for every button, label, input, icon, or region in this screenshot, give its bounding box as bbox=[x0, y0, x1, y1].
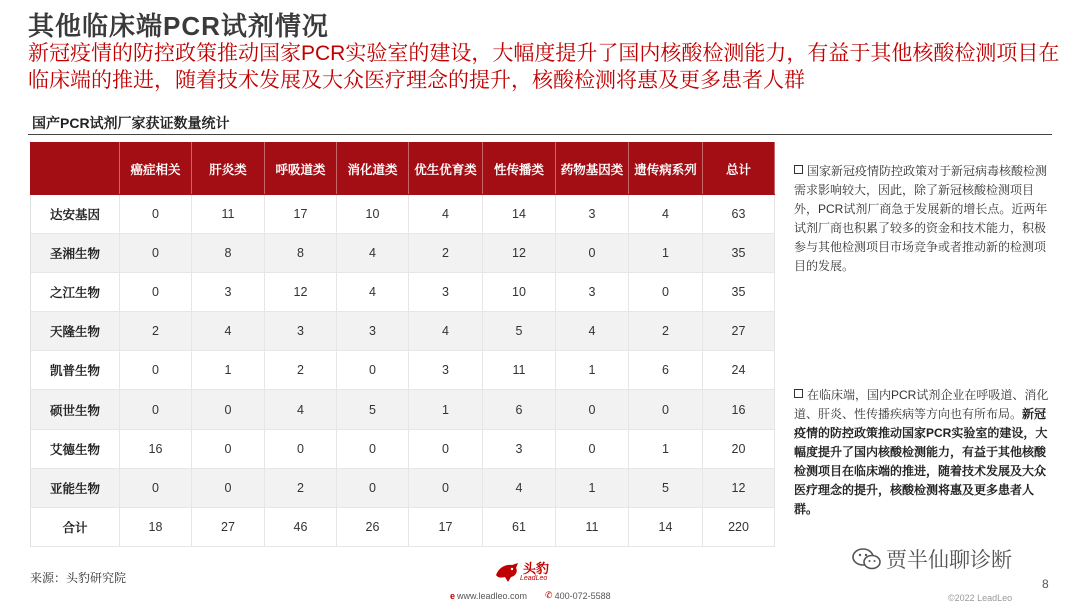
table-cell: 0 bbox=[556, 429, 629, 468]
row-label: 凯普生物 bbox=[31, 351, 120, 390]
table-row bbox=[31, 468, 775, 507]
table-cell: 0 bbox=[337, 429, 409, 468]
table-cell: 4 bbox=[337, 273, 409, 312]
column-header: 遗传病系列 bbox=[629, 143, 703, 195]
table-cell: 0 bbox=[556, 390, 629, 429]
logo-subtext: LeadLeo bbox=[520, 574, 548, 582]
contact-line bbox=[450, 590, 611, 601]
table-row bbox=[31, 273, 775, 312]
copyright: ©2022 LeadLeo bbox=[948, 593, 1013, 603]
table-cell: 1 bbox=[556, 468, 629, 507]
table-header-row bbox=[31, 143, 775, 195]
web-icon: e bbox=[450, 590, 456, 601]
table-cell: 27 bbox=[192, 507, 265, 546]
table-cell: 0 bbox=[120, 273, 192, 312]
table-cell: 12 bbox=[265, 273, 337, 312]
table-cell: 4 bbox=[337, 234, 409, 273]
table-cell: 17 bbox=[409, 507, 483, 546]
table-cell: 8 bbox=[192, 234, 265, 273]
phone-icon: ✆ bbox=[545, 590, 553, 600]
table-row bbox=[31, 195, 775, 234]
table-cell: 220 bbox=[703, 507, 775, 546]
note-2-bold-text: 新冠疫情的防控政策推动国家PCR实验室的建设，大幅度提升了国内核酸检测能力，有益于其他核酸检测项目在临床端的推进，随着技术发展及大众医疗理念的提升，核酸检测将惠及更多患者人群。 bbox=[794, 407, 1048, 516]
table-cell: 3 bbox=[556, 195, 629, 234]
leopard-logo-icon bbox=[494, 561, 520, 583]
column-header: 药物基因类 bbox=[556, 143, 629, 195]
table-cell: 6 bbox=[483, 390, 556, 429]
row-label: 硕世生物 bbox=[31, 390, 120, 429]
table-cell: 4 bbox=[409, 312, 483, 351]
table-cell: 46 bbox=[265, 507, 337, 546]
table-cell: 10 bbox=[483, 273, 556, 312]
table-cell: 4 bbox=[409, 195, 483, 234]
column-header: 总计 bbox=[703, 143, 775, 195]
table-title: 国产PCR试剂厂家获证数量统计 bbox=[32, 115, 230, 131]
table-cell: 20 bbox=[703, 429, 775, 468]
certificate-table bbox=[30, 142, 775, 547]
table-row bbox=[31, 390, 775, 429]
table-cell: 1 bbox=[556, 351, 629, 390]
table-row bbox=[31, 429, 775, 468]
table-cell: 4 bbox=[483, 468, 556, 507]
table-row bbox=[31, 234, 775, 273]
table-cell: 14 bbox=[629, 507, 703, 546]
source-note: 来源：头豹研究院 bbox=[30, 571, 127, 585]
table-cell: 18 bbox=[120, 507, 192, 546]
table-cell: 11 bbox=[192, 195, 265, 234]
table-cell: 0 bbox=[120, 390, 192, 429]
table-cell: 0 bbox=[556, 234, 629, 273]
note-block-1 bbox=[794, 162, 1056, 276]
table-cell: 3 bbox=[192, 273, 265, 312]
row-label: 达安基因 bbox=[31, 195, 120, 234]
table-row bbox=[31, 312, 775, 351]
column-header: 消化道类 bbox=[337, 143, 409, 195]
table-cell: 1 bbox=[409, 390, 483, 429]
wechat-icon bbox=[852, 547, 882, 571]
table-cell: 0 bbox=[192, 468, 265, 507]
table-cell: 0 bbox=[629, 390, 703, 429]
table-cell: 1 bbox=[629, 429, 703, 468]
table-cell: 0 bbox=[337, 351, 409, 390]
page-subtitle: 新冠疫情的防控政策推动国家PCR实验室的建设，大幅度提升了国内核酸检测能力，有益于其他核酸检测项目在临床端的推进，随着技术发展及大众医疗理念的提升，核酸检测将惠及更多患者人群 bbox=[28, 42, 1060, 92]
table-cell: 35 bbox=[703, 234, 775, 273]
table-cell: 26 bbox=[337, 507, 409, 546]
table-cell: 2 bbox=[265, 351, 337, 390]
table-cell: 0 bbox=[120, 351, 192, 390]
leadleo-logo bbox=[494, 561, 549, 583]
column-header: 性传播类 bbox=[483, 143, 556, 195]
table-cell: 10 bbox=[337, 195, 409, 234]
wechat-watermark bbox=[852, 544, 1012, 574]
table-row bbox=[31, 351, 775, 390]
row-label: 艾德生物 bbox=[31, 429, 120, 468]
watermark-text: 贾半仙聊诊断 bbox=[886, 549, 1012, 572]
table-cell: 63 bbox=[703, 195, 775, 234]
table-cell: 3 bbox=[556, 273, 629, 312]
note-2-text: 在临床端，国内PCR试剂企业在呼吸道、消化道、肝炎、性传播疾病等方向也有所布局。 bbox=[794, 388, 1049, 421]
table-cell: 0 bbox=[265, 429, 337, 468]
table-cell: 4 bbox=[629, 195, 703, 234]
column-header: 优生优育类 bbox=[409, 143, 483, 195]
table-cell: 2 bbox=[629, 312, 703, 351]
table-cell: 27 bbox=[703, 312, 775, 351]
table-cell: 1 bbox=[192, 351, 265, 390]
table-cell: 24 bbox=[703, 351, 775, 390]
row-label: 之江生物 bbox=[31, 273, 120, 312]
table-cell: 3 bbox=[337, 312, 409, 351]
table-cell: 17 bbox=[265, 195, 337, 234]
table-cell: 2 bbox=[120, 312, 192, 351]
table-cell: 3 bbox=[409, 351, 483, 390]
bullet-square-icon bbox=[794, 165, 803, 174]
table-cell: 0 bbox=[337, 468, 409, 507]
table-cell: 11 bbox=[483, 351, 556, 390]
table-cell: 3 bbox=[409, 273, 483, 312]
table-cell: 8 bbox=[265, 234, 337, 273]
table-cell: 0 bbox=[409, 429, 483, 468]
table-cell: 3 bbox=[265, 312, 337, 351]
table-cell: 0 bbox=[192, 429, 265, 468]
note-1-text: 国家新冠疫情防控政策对于新冠病毒核酸检测需求影响较大，因此，除了新冠核酸检测项目外，PCR试剂厂商急于发展新的增长点。近两年试剂厂商也积累了较多的资金和技术能力，积极参与其他检测项目市场竞争或者推动新的检测项目的发展。 bbox=[794, 164, 1048, 273]
table-cell: 2 bbox=[265, 468, 337, 507]
table-cell: 5 bbox=[629, 468, 703, 507]
note-block-2 bbox=[794, 386, 1056, 519]
table-cell: 4 bbox=[265, 390, 337, 429]
table-cell: 0 bbox=[120, 195, 192, 234]
table-cell: 14 bbox=[483, 195, 556, 234]
row-label: 圣湘生物 bbox=[31, 234, 120, 273]
website-link[interactable]: www.leadleo.com bbox=[457, 590, 528, 601]
table-cell: 4 bbox=[556, 312, 629, 351]
row-label: 天隆生物 bbox=[31, 312, 120, 351]
phone-number: 400-072-5588 bbox=[554, 590, 611, 601]
table-cell: 0 bbox=[409, 468, 483, 507]
logo-text: 头豹 bbox=[523, 560, 550, 576]
table-cell: 35 bbox=[703, 273, 775, 312]
title-divider bbox=[28, 134, 1052, 135]
table-cell: 2 bbox=[409, 234, 483, 273]
table-cell: 4 bbox=[192, 312, 265, 351]
table-cell: 61 bbox=[483, 507, 556, 546]
table-cell: 6 bbox=[629, 351, 703, 390]
table-cell: 0 bbox=[120, 468, 192, 507]
table-cell: 3 bbox=[483, 429, 556, 468]
page-title: 其他临床端PCR试剂情况 bbox=[28, 11, 329, 41]
table-cell: 5 bbox=[337, 390, 409, 429]
table-cell: 0 bbox=[192, 390, 265, 429]
row-label: 亚能生物 bbox=[31, 468, 120, 507]
table-cell: 1 bbox=[629, 234, 703, 273]
table-cell: 16 bbox=[120, 429, 192, 468]
table-cell: 12 bbox=[483, 234, 556, 273]
row-label: 合计 bbox=[31, 507, 120, 546]
table-cell: 5 bbox=[483, 312, 556, 351]
table-cell: 0 bbox=[120, 234, 192, 273]
table-cell: 0 bbox=[629, 273, 703, 312]
table-cell: 12 bbox=[703, 468, 775, 507]
column-header: 肝炎类 bbox=[192, 143, 265, 195]
column-header bbox=[31, 143, 120, 195]
table-cell: 16 bbox=[703, 390, 775, 429]
column-header: 呼吸道类 bbox=[265, 143, 337, 195]
bullet-square-icon bbox=[794, 389, 803, 398]
page-number: 8 bbox=[1042, 577, 1049, 591]
total-row bbox=[31, 507, 775, 546]
column-header: 癌症相关 bbox=[120, 143, 192, 195]
table-cell: 11 bbox=[556, 507, 629, 546]
